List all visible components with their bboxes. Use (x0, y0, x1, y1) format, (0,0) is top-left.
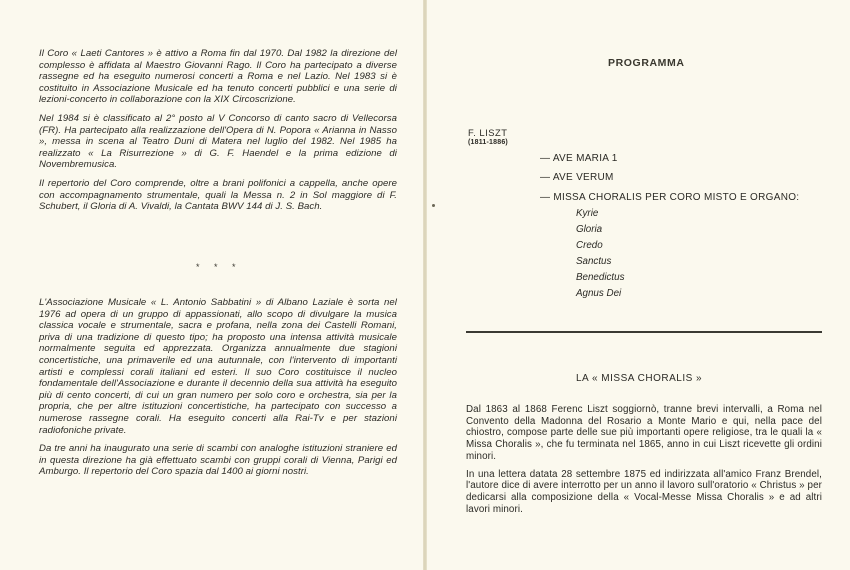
composer-name: F. LISZT (468, 127, 508, 138)
movement-item: Agnus Dei (576, 288, 622, 299)
paragraph: L'Associazione Musicale « L. Antonio Sabbatini » di Albano Laziale è sorta nel 1976 ad opera di un gruppo di appassionati, allo scopo di divulgare la musica classica vocale e strumentale, sacra e profana, nella zona dei Castelli Romani, priva di una tradizione di questo tipo; ha proposto una intensa attività musicale normalmente seguita ed apprezzata. Organizza annualmente due stagioni concertistiche, una primaverile ed una autunnale, con l'intervento di importanti artisti e complessi corali italiani ed esteri. Il suo Coro costituisce il nucleo fondamentale dell'Associazione e durante il decennio della sua attività ha eseguito più di cento concerti, di cui un gran numero per solo coro e orchestra, sia per la propria, che per altre istituzioni concertistiche, ha partecipato con successo a numerose rassegne corali. Ha eseguito concerti alla Rai-Tv e per stazioni radiofoniche private. (39, 297, 397, 436)
movement-item: Gloria (576, 224, 603, 235)
paper-speck (432, 204, 435, 207)
paragraph: Da tre anni ha inaugurato una serie di scambi con analoghe istituzioni straniere ed in questa direzione ha già effettuato scambi con gruppi corali di Vienna, Parigi ed Amburgo. Il repertorio del Coro spazia dal 1400 ai giorni nostri. (39, 443, 397, 478)
work-item: — MISSA CHORALIS PER CORO MISTO E ORGANO: (540, 192, 800, 203)
paragraph: In una lettera datata 28 settembre 1875 ed indirizzata all'amico Franz Brendel, l'autore dice di avere interrotto per un anno il lavoro sull'oratorio « Christus » per dedicarsi alla composizione della « Vocal-Messe Missa Choralis » e ad altri lavori minori. (466, 468, 822, 515)
movement-item: Credo (576, 240, 603, 251)
composer (468, 127, 508, 146)
center-fold (423, 0, 427, 570)
paragraph: Nel 1984 si è classificato al 2° posto al V Concorso di canto sacro di Vellecorsa (FR). Ha partecipato alla realizzazione dell'Opera di N. Popora « Arianna in Nasso », messa in scena al Teatro Duni di Matera nel luglio del 1982. Nel 1985 ha realizzato « La Risurrezione » di G. F. Haendel e la prima edizione di Novembremusica. (39, 112, 397, 171)
paragraph: Dal 1863 al 1868 Ferenc Liszt soggiornò, tranne brevi intervalli, a Roma nel Convento della Madonna del Rosario a Monte Mario e qui, nella pace del chiostro, compose parte delle sue più importanti opere religiose, tra le quali la « Missa Choralis », che fu terminata nel 1865, anno in cui Liszt ricevette gli ordini minori. (466, 404, 822, 462)
program-title: PROGRAMMA (608, 57, 685, 69)
work-item: — AVE MARIA 1 (540, 153, 618, 164)
mass-movements (576, 206, 624, 302)
horizontal-divider (466, 331, 822, 333)
choir-history-text (39, 48, 397, 220)
work-item: — AVE VERUM (540, 172, 614, 183)
paragraph: Il repertorio del Coro comprende, oltre a brani polifonici a cappella, anche opere con accompagnamento strumentale, quali la Messa n. 2 in Sol maggiore di F. Schubert, il Gloria di A. Vivaldi, la Cantata BWV 144 di J. S. Bach. (39, 177, 397, 213)
movement-item: Kyrie (576, 208, 599, 219)
paragraph: Il Coro « Laeti Cantores » è attivo a Roma fin dal 1970. Dal 1982 la direzione del complesso è affidata al Maestro Giovanni Rago. Il Coro ha partecipato a diverse rassegne ed ha eseguito numerosi concerti a Roma e nel Lazio. Nel 1983 si è costituito in Associazione Musicale ed ha tenuto concerti pubblici e una serie di lezioni-concerto in collaborazione con la XIX Circoscrizione. (39, 48, 397, 106)
association-history-text (39, 297, 397, 485)
missa-choralis-text (466, 404, 822, 521)
movement-item: Benedictus (576, 272, 625, 283)
composer-dates: (1811-1886) (468, 139, 508, 146)
movement-item: Sanctus (576, 256, 612, 267)
section-separator: * * * (196, 262, 242, 272)
section-title: LA « MISSA CHORALIS » (576, 373, 703, 384)
